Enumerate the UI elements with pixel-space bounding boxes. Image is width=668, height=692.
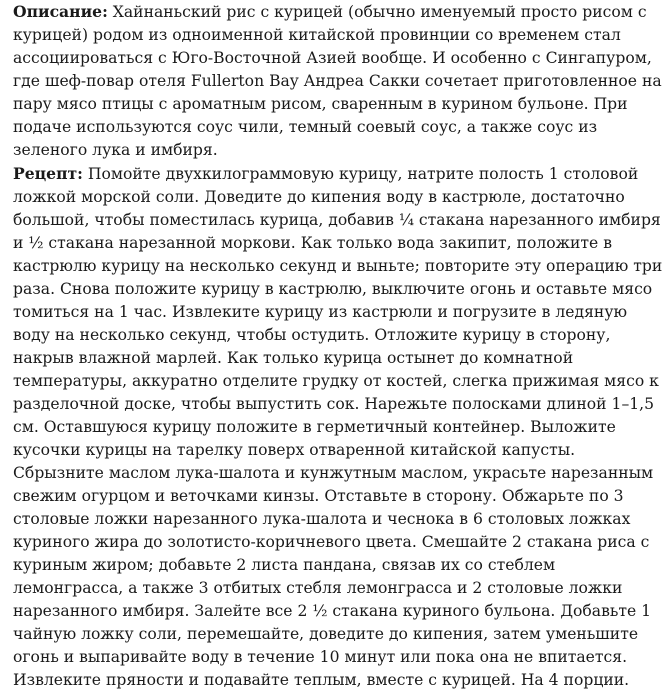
description-paragraph [13,0,665,162]
description-text: Хайнаньский рис с курицей (обычно именуемый просто рисом с курицей) родом из одноименной китайской провинции со временем стал ассоциироваться с Юго-Восточной Азией вообще. И особенно с Сингапуром, где шеф-повар отеля Fullerton Bay Андреа Сакки сочетает приготовленное на пару мясо птицы с ароматным рисом, сваренным в курином бульоне. При подаче используются соус чили, темный соевый соус, а также соус из зеленого лука и имбиря. [13,3,662,159]
recipe-paragraph [13,162,665,692]
recipe-text: Помойте двухкилограммовую курицу, натрите полость 1 столовой ложкой морской соли. Доведите до кипения воду в кастрюле, достаточно большой, чтобы поместилась курица, добавив ¼ стакана нарезанного имбиря и ½ стакана нарезанной моркови. Как только вода закипит, положите в кастрюлю курицу на несколько секунд и выньте; повторите эту операцию три раза. Снова положите курицу в кастрюлю, выключите огонь и оставьте мясо томиться на 1 час. Извлеките курицу из кастрюли и погрузите в ледяную воду на несколько секунд, чтобы остудить. Отложите курицу в сторону, накрыв влажной марлей. Как только курица остынет до комнатной температуры, аккуратно отделите грудку от костей, слегка прижимая мясо к разделочной доске, чтобы выпустить сок. Нарежьте полосками длиной 1–1,5 см. Оставшуюся курицу положите в герметичный контейнер. Выложите кусочки курицы на тарелку поверх отваренной китайской капусты. Сбрызните маслом лука-шалота и кунжутным маслом, украсьте нарезанным свежим огурцом и веточками кинзы. Отставьте в сторону. Обжарьте по 3 столовые ложки нарезанного лука-шалота и чеснока в 6 столовых ложках куриного жира до золотисто-коричневого цвета. Смешайте 2 стакана риса с куриным жиром; добавьте 2 листа пандана, связав их со стеблем лемонграсса, а также 3 отбитых стебля лемонграсса и 2 столовые ложки нарезанного имбиря. Залейте все 2 ½ стакана куриного бульона. Добавьте 1 чайную ложку соли, перемешайте, доведите до кипения, затем уменьшите огонь и выпаривайте воду в течение 10 минут или пока она не впитается. Извлеките пряности и подавайте теплым, вместе с курицей. На 4 порции. [13,165,663,689]
description-label: Описание: [13,2,108,21]
article-body [13,0,665,692]
recipe-label: Рецепт: [13,164,83,183]
